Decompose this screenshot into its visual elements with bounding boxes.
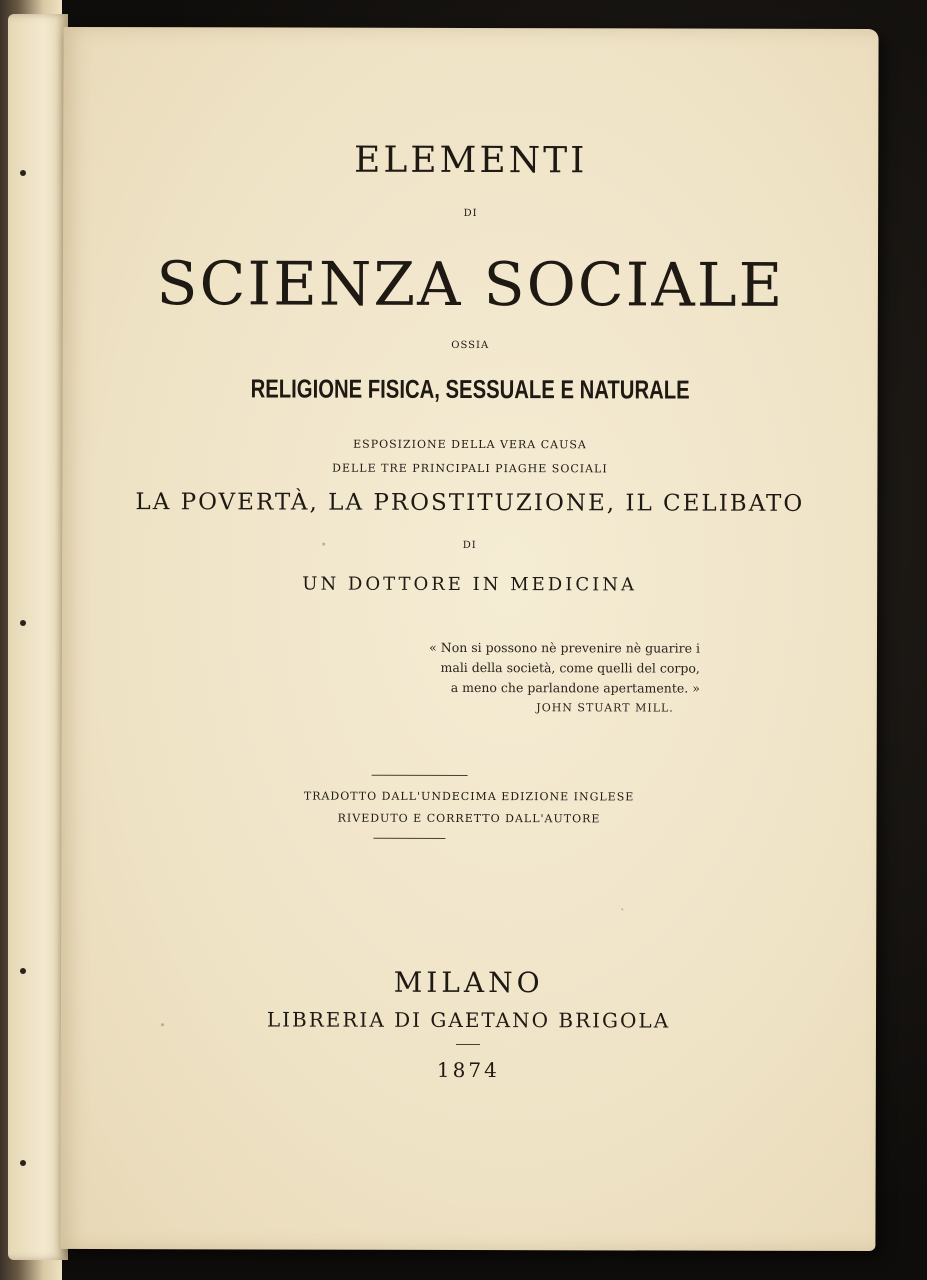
author-line: UN DOTTORE IN MEDICINA [302,573,638,596]
connector-di-author: DI [462,539,477,552]
title-page [60,27,878,1251]
binding-stitch [20,620,26,626]
epigraph-quote [400,638,700,719]
quote-line-3: a meno che parlandone apertamente. » [450,679,700,696]
exposition-line-2: DELLE TRE PRINCIPALI PIAGHE SOCIALI [332,461,608,476]
city: MILANO [393,965,544,1000]
exposition-line-1: ESPOSIZIONE DELLA VERA CAUSA [353,437,587,452]
publication-year: 1874 [436,1057,500,1083]
plagues-line: LA POVERTÀ, LA PROSTITUZIONE, IL CELIBATO [135,489,805,517]
paper-speck [322,543,325,546]
binding-stitch [20,170,26,176]
binding-stitch [20,1160,26,1166]
main-title: SCIENZA SOCIALE [156,249,785,321]
left-page-edge [8,14,68,1260]
binding-stitch [20,968,26,974]
translation-line-1: TRADOTTO DALL'UNDECIMA EDIZIONE INGLESE [303,789,635,804]
translation-line-2: RIVEDUTO E CORRETTO DALL'AUTORE [337,811,601,826]
paper-speck [621,908,623,910]
small-divider [456,1044,480,1045]
title-line: ELEMENTI [354,139,588,182]
publisher: LIBRERIA DI GAETANO BRIGOLA [266,1007,671,1033]
connector-ossia: OSSIA [451,339,490,352]
quote-attribution: JOHN STUART MILL. [536,701,674,715]
connector-di: DI [463,207,478,220]
subtitle: RELIGIONE FISICA, SESSUALE E NATURALE [250,373,690,405]
divider-top [372,775,468,776]
paper-speck [161,1023,164,1026]
divider-bottom [373,838,445,839]
quote-line-2: mali della società, come quelli del corpo, [440,659,700,676]
quote-line-1: « Non si possono nè prevenire nè guarire i [429,639,700,656]
